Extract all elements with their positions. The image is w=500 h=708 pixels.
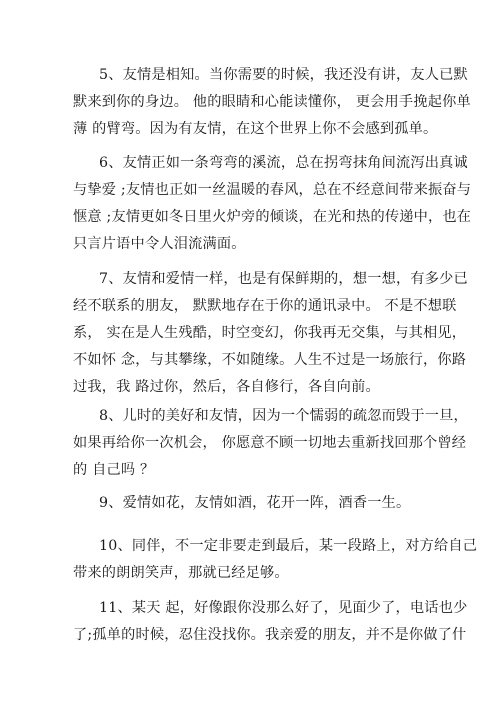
text-line: 过我，我 路过你，然后，各自修行，各自向前。 <box>73 379 380 395</box>
text-line: 惬意 ;友情更如冬日里火炉旁的倾谈，在光和热的传递中，也在 <box>73 209 472 225</box>
text-line: 6、友情正如一条弯弯的溪流，总在拐弯抹角间流泻出真诚 <box>99 155 468 171</box>
text-line: 7、友情和爱情一样，也是有保鲜期的，想一想，有多少已 <box>99 271 468 287</box>
text-line: 系， 实在是人生残酷，时空变幻，你我再无交集，与其相见， <box>73 325 467 341</box>
text-line: 11、某天 起，好像跟你没那么好了，见面少了，电话也少 <box>99 600 468 616</box>
text-line: 9、爱情如花，友情如酒，花开一阵，酒香一生。 <box>99 495 411 511</box>
text-line: 默来到你的身边。 他的眼睛和心能读懂你， 更会用手挽起你单 <box>73 94 471 110</box>
text-line: 的 自己吗 ？ <box>73 462 155 478</box>
paragraph-11 <box>73 595 468 649</box>
text-line: 如果再给你一次机会， 你愿意不顾一切地去重新找回那个曾经 <box>73 435 467 451</box>
paragraph-5 <box>73 62 471 143</box>
paragraph-9 <box>73 490 433 517</box>
paragraph-10 <box>73 533 478 587</box>
text-line: 与挚爱 ;友情也正如一丝温暖的春风，总在不经意间带来振奋与 <box>73 182 472 198</box>
text-line: 经不联系的朋友， 默默地存在于你的通讯录中。 不是不想联 <box>73 298 457 314</box>
paragraph-7 <box>73 266 468 401</box>
paragraph-6 <box>73 150 472 258</box>
text-line: 5、友情是相知。当你需要的时候，我还没有讲，友人已默 <box>99 67 468 83</box>
text-line: 10、同伴，不一定非要走到最后，某一段路上，对方给自己 <box>99 538 478 554</box>
text-line: 薄 的臂弯。因为有友情，在这个世界上你不会感到孤单。 <box>73 121 438 137</box>
text-line: 只言片语中令人泪流满面。 <box>73 236 246 252</box>
text-line: 8、儿时的美好和友情，因为一个懦弱的疏忽而毁于一旦， <box>99 408 468 424</box>
text-line: 了;孤单的时候，忍住没找你。我亲爱的朋友，并不是你做了什 <box>73 627 467 643</box>
paragraph-8 <box>73 403 468 484</box>
text-line: 带来的朗朗笑声，那就已经足够。 <box>73 565 289 581</box>
text-line: 不如怀 念，与其攀缘，不如随缘。人生不过是一场旅行，你路 <box>73 352 467 368</box>
